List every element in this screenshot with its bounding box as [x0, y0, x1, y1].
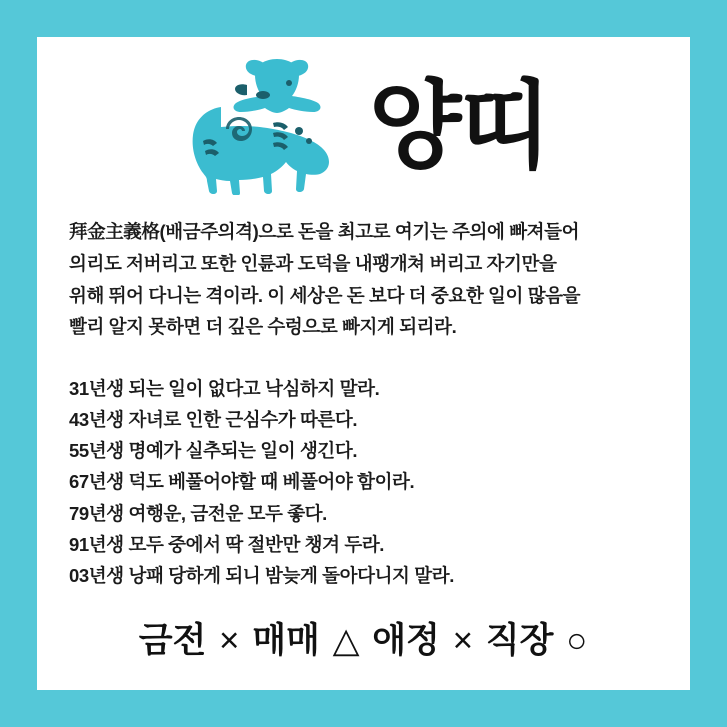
list-item	[69, 560, 662, 591]
summary-mark-trade: △	[332, 620, 360, 660]
intro-paragraph	[37, 216, 690, 343]
summary-row	[37, 613, 690, 663]
year-label: 79년생	[69, 502, 124, 524]
year-label: 91년생	[69, 533, 124, 555]
list-item	[69, 435, 662, 466]
summary-label-work: 직장	[485, 620, 554, 660]
summary-label-love: 애정	[372, 620, 440, 660]
intro-line: 위해 뛰어 다니는 격이라. 이 세상은 돈 보다 더 중요한 일이 많음을	[69, 284, 581, 306]
year-label: 03년생	[69, 564, 124, 586]
page-title: 양띠	[368, 73, 551, 180]
year-label: 31년생	[69, 378, 124, 400]
year-text: 명예가 실추되는 일이 생긴다.	[128, 440, 358, 462]
year-label: 67년생	[69, 471, 124, 493]
year-text: 자녀로 인한 근심수가 따른다.	[128, 409, 358, 431]
year-text: 낭패 당하게 되니 밤늦게 돌아다니지 말라.	[128, 564, 454, 586]
summary-label-trade: 매매	[252, 620, 320, 660]
fortune-card	[37, 37, 690, 690]
year-text: 되는 일이 없다고 낙심하지 말라.	[128, 378, 380, 400]
year-text: 여행운, 금전운 모두 좋다.	[128, 502, 327, 524]
intro-line: 拜金主義格(배금주의격)으로 돈을 최고로 여기는 주의에 빠져들어	[69, 221, 580, 242]
list-item	[69, 466, 662, 497]
year-text: 덕도 베풀어야할 때 베풀어야 함이라.	[128, 471, 415, 493]
goat-zodiac-icon	[177, 45, 367, 195]
year-label: 43년생	[69, 409, 124, 431]
summary-label-money: 금전	[138, 620, 207, 660]
intro-line: 빨리 알지 못하면 더 깊은 수렁으로 빠지게 되리라.	[69, 316, 457, 338]
summary-mark-love: ×	[452, 620, 474, 660]
summary-mark-money: ×	[219, 620, 240, 660]
year-text: 모두 중에서 딱 절반만 챙겨 두라.	[128, 533, 385, 555]
list-item	[69, 529, 662, 560]
summary-mark-work: ○	[566, 620, 588, 660]
list-item	[69, 498, 662, 529]
card-header	[37, 37, 690, 200]
year-label: 55년생	[69, 440, 124, 462]
list-item	[69, 404, 662, 435]
list-item	[69, 373, 662, 404]
year-fortune-list	[37, 373, 690, 591]
intro-line: 의리도 저버리고 또한 인륜과 도덕을 내팽개쳐 버리고 자기만을	[69, 252, 557, 274]
